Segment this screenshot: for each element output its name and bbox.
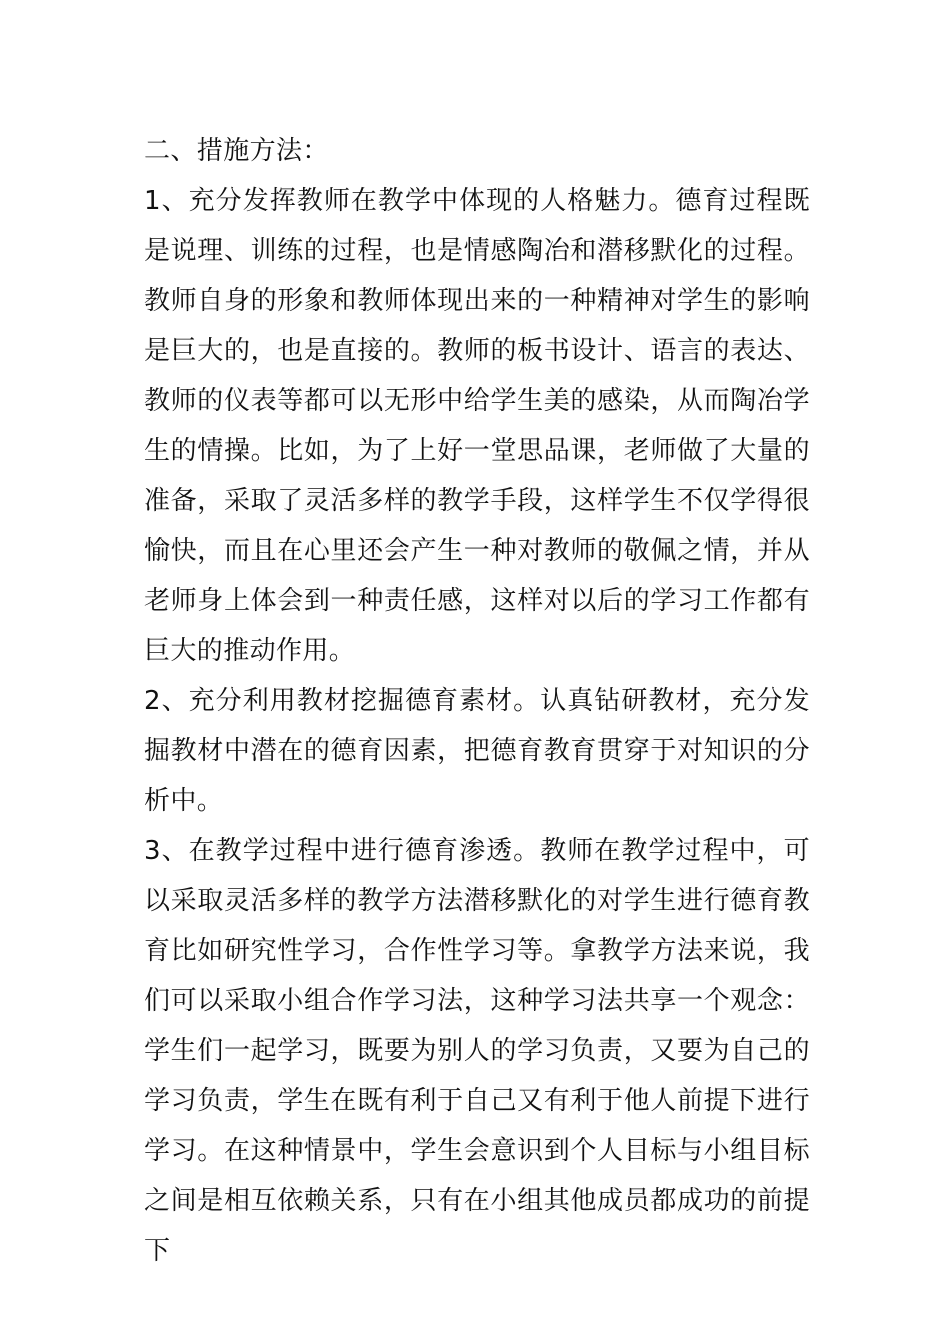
paragraph-2: 2、充分利用教材挖掘德育素材。认真钻研教材，充分发掘教材中潜在的德育因素，把德育教育贯穿于对知识的分析中。 [144,686,810,816]
document-body [144,126,810,1276]
section-heading: 二、措施方法： [144,136,329,166]
paragraph-1: 1、充分发挥教师在教学中体现的人格魅力。德育过程既是说理、训练的过程，也是情感陶冶和潜移默化的过程。教师自身的形象和教师体现出来的一种精神对学生的影响是巨大的，也是直接的。教师的板书设计、语言的表达、教师的仪表等都可以无形中给学生美的感染，从而陶冶学生的情操。比如，为了上好一堂思品课，老师做了大量的准备，采取了灵活多样的教学手段，这样学生不仅学得很愉快，而且在心里还会产生一种对教师的敬佩之情，并从老师身上体会到一种责任感，这样对以后的学习工作都有巨大的推动作用。 [144,186,810,666]
paragraph-3: 3、在教学过程中进行德育渗透。教师在教学过程中，可以采取灵活多样的教学方法潜移默化的对学生进行德育教育比如研究性学习，合作性学习等。拿教学方法来说，我们可以采取小组合作学习法，这种学习法共享一个观念：学生们一起学习，既要为别人的学习负责，又要为自己的学习负责，学生在既有利于自己又有利于他人前提下进行学习。在这种情景中，学生会意识到个人目标与小组目标之间是相互依赖关系，只有在小组其他成员都成功的前提下 [144,836,810,1266]
